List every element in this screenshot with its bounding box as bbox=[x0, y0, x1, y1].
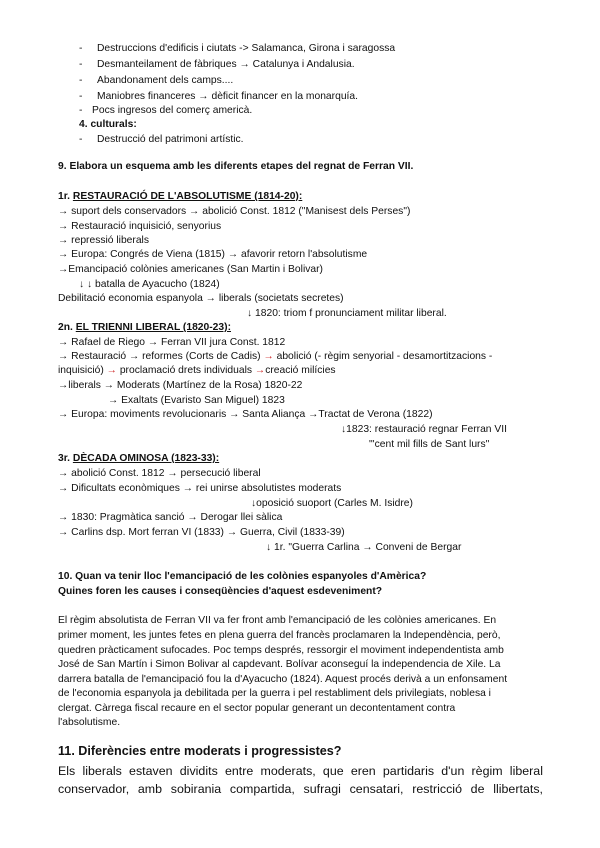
stage-3-heading bbox=[58, 452, 219, 465]
line-part: proclamació drets individuals bbox=[116, 365, 255, 376]
answer-line: clergat. Càrrega fiscal recaure en el sector popular generant un decontentament contra bbox=[58, 703, 456, 714]
list-dash: - bbox=[79, 105, 83, 116]
scheme-line bbox=[58, 364, 336, 377]
stage-number: 3r. bbox=[58, 453, 73, 464]
scheme-line: → 1830: Pragmàtica sanció → Derogar llei sàlica bbox=[58, 512, 283, 523]
stage-1-heading bbox=[58, 190, 302, 203]
list-item: Pocs ingresos del comerç americà. bbox=[92, 105, 253, 116]
list-item: Desmanteilament de fàbriques → Catalunya i Andalusia. bbox=[97, 59, 355, 70]
scheme-line: ↓ 1r. "Guerra Carlina → Conveni de Bergar bbox=[266, 542, 462, 553]
scheme-line: → Dificultats econòmiques → rei unirse absolutistes moderats bbox=[58, 483, 342, 494]
red-arrow: → bbox=[263, 351, 274, 362]
stage-title: EL TRIENNI LIBERAL (1820-23): bbox=[75, 322, 231, 333]
scheme-line: → Restauració inquisició, senyorius bbox=[58, 221, 222, 232]
scheme-line: →liberals → Moderats (Martínez de la Rosa) 1820-22 bbox=[58, 380, 303, 391]
line-part: creació milícies bbox=[265, 365, 336, 376]
list-dash: - bbox=[79, 59, 83, 70]
answer-line: darrera batalla de l'emancipació fou la d'Ayacucho (1824). Aquest procés derivà a un enfonsament bbox=[58, 674, 508, 685]
scheme-line: ↓oposició suoport (Carles M. Isidre) bbox=[251, 498, 413, 509]
list-item: Destruccions d'edificis i ciutats -> Salamanca, Girona i saragossa bbox=[97, 43, 396, 54]
list-item: Maniobres financeres → dèficit financer en la monarquía. bbox=[97, 91, 358, 102]
scheme-line: "'cent mil fills de Sant lurs" bbox=[369, 439, 490, 450]
list-dash: - bbox=[79, 134, 83, 145]
scheme-line: → suport dels conservadors → abolició Const. 1812 ("Manisest dels Perses") bbox=[58, 206, 411, 217]
answer-line: primer moment, les juntes fetes en plena guerra del francès proclamaren la Independència, però, bbox=[58, 630, 501, 641]
answer-line: conservador, amb sobirania compartida, sufragi censatari, restricció de llibertats, bbox=[58, 782, 543, 796]
question-10-line: 10. Quan va tenir lloc l'emancipació de les colònies espanyoles d'Amèrica? bbox=[58, 571, 427, 582]
cultural-heading: 4. culturals: bbox=[79, 119, 137, 130]
answer-line: Els liberals estaven dividits entre moderats, que eren partidaris d'un règim liberal bbox=[58, 764, 543, 778]
scheme-line: →Emancipació colònies americanes (San Martin i Bolivar) bbox=[58, 264, 323, 275]
scheme-line: ↓ 1820: triom f pronunciament militar liberal. bbox=[247, 308, 447, 319]
stage-2-heading bbox=[58, 321, 231, 334]
list-item: Abandonament dels camps.... bbox=[97, 75, 234, 86]
red-arrow: → bbox=[106, 365, 117, 376]
list-item: Destrucció del patrimoni artístic. bbox=[97, 134, 244, 145]
question-11: 11. Diferències entre moderats i progressistes? bbox=[58, 744, 342, 758]
scheme-line: → abolició Const. 1812 → persecució liberal bbox=[58, 468, 261, 479]
scheme-line: → Europa: moviments revolucionaris → Santa Aliança →Tractat de Verona (1822) bbox=[58, 409, 433, 420]
stage-title: RESTAURACIÓ DE L'ABSOLUTISME (1814-20): bbox=[72, 191, 303, 202]
stage-number: 2n. bbox=[58, 322, 76, 333]
question-9: 9. Elabora un esquema amb les diferents etapes del regnat de Ferran VII. bbox=[58, 161, 414, 172]
red-arrow: → bbox=[254, 365, 266, 376]
scheme-line: ↓1823: restauració regnar Ferran VII bbox=[341, 424, 507, 435]
scheme-line: ↓ ↓ batalla de Ayacucho (1824) bbox=[79, 279, 220, 290]
answer-line: l'absolutisme. bbox=[58, 717, 121, 728]
answer-line: El règim absolutista de Ferran VII va fer front amb l'emancipació de les colònies americanes. En bbox=[58, 615, 497, 626]
scheme-line: Debilitació economia espanyola → liberals (societats secretes) bbox=[58, 293, 344, 304]
scheme-line: → Carlins dsp. Mort ferran VI (1833) → Guerra, Civil (1833-39) bbox=[58, 527, 345, 538]
question-10-line: Quines foren les causes i conseqüències d'aquest esdeveniment? bbox=[58, 586, 383, 597]
answer-line: de l'economia espanyola ja debilitada per la guerra i pel restabliment dels privilegiats, noblesa i bbox=[58, 688, 491, 699]
list-dash: - bbox=[79, 43, 83, 54]
scheme-line: → Europa: Congrés de Viena (1815) → afavorir retorn l'absolutisme bbox=[58, 249, 368, 260]
scheme-line: → repressió liberals bbox=[58, 235, 149, 246]
stage-title: DÈCADA OMINOSA (1823-33): bbox=[72, 453, 220, 464]
scheme-line: → Exaltats (Evaristo San Miguel) 1823 bbox=[108, 395, 285, 406]
answer-line: quedren pràcticament sufocades. Poc temps després, ressorgir el moviment independentista amb bbox=[58, 645, 504, 656]
stage-number: 1r. bbox=[58, 191, 73, 202]
line-part: abolició (- règim senyorial - desamortitzacions - bbox=[273, 351, 493, 362]
list-dash: - bbox=[79, 75, 83, 86]
scheme-line: → Rafael de Riego → Ferran VII jura Const. 1812 bbox=[58, 337, 286, 348]
answer-line: José de San Martín i Simon Bolivar al capdevant. Bolívar aconseguí la independencia de Xile. La bbox=[58, 659, 501, 670]
scheme-line bbox=[58, 350, 492, 363]
line-part: inquisició) bbox=[58, 365, 107, 376]
line-part: → Restauració → reformes (Corts de Cadis) bbox=[58, 351, 264, 362]
list-dash: - bbox=[79, 91, 83, 102]
